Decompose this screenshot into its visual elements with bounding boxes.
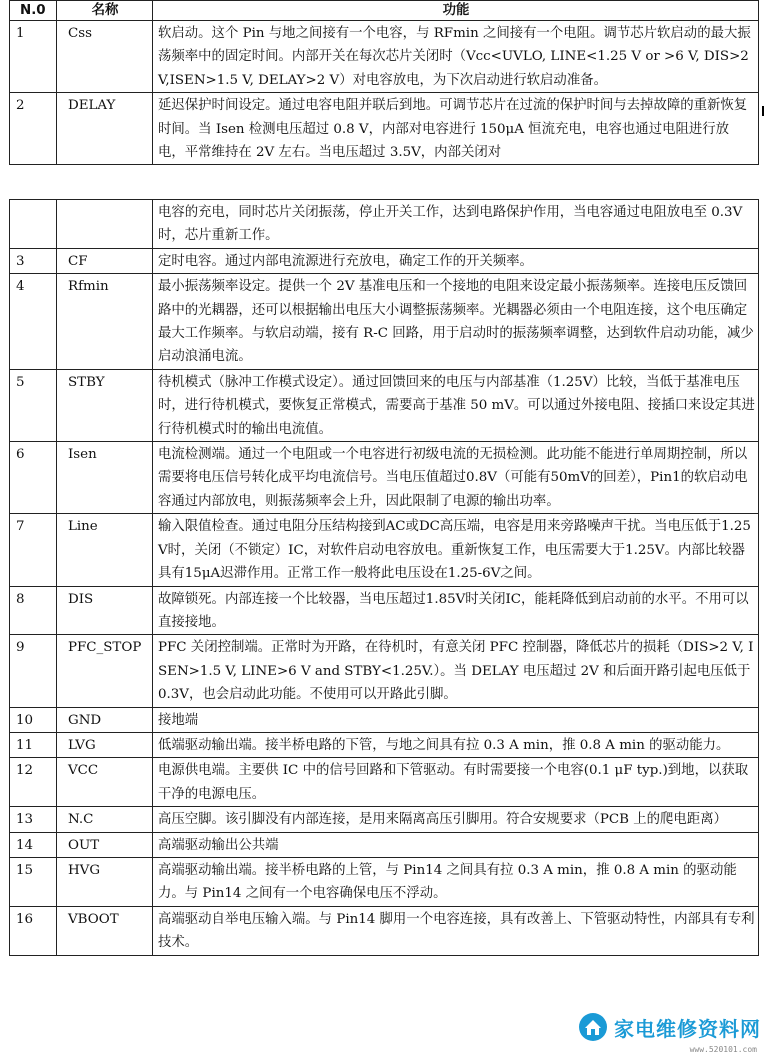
pin-function: 软启动。这个 Pin 与地之间接有一个电容，与 RFmin 之间接有一个电阻。调节芯片软启动的最大振荡频率中的固定时间。内部开关在每次芯片关闭时（Vcc<UVLO, LINE<1.25 V or >6 V, DIS>2 V,ISEN>1.5 V, DELAY>2 V）对电容放电，为下次启动进行软启动准备。 xyxy=(153,21,759,93)
pin-function: 接地端 xyxy=(153,707,759,732)
pin-function: 故障锁死。内部连接一个比较器，当电压超过1.85V时关闭IC，能耗降低到启动前的水平。不用可以直接接地。 xyxy=(153,586,759,635)
pin-function: 最小振荡频率设定。提供一个 2V 基准电压和一个接地的电阻来设定最小振荡频率。连接电压反馈回路中的光耦器，还可以根据输出电压大小调整振荡频率。光耦器必须由一个电阻连接，这个电压确定最大工作频率。与软启动端，接有 R-C 回路，用于启动时的振荡频率调整，达到软件启动功能，减少启动浪涌电流。 xyxy=(153,274,759,370)
pin-function: 高压空脚。该引脚没有内部连接，是用来隔离高压引脚用。符合安规要求（PCB 上的爬电距离） xyxy=(153,807,759,832)
watermark xyxy=(578,1012,761,1042)
watermark-url: www.520101.com xyxy=(689,1045,757,1054)
pin-number: 15 xyxy=(10,857,57,906)
pin-number: 13 xyxy=(10,807,57,832)
pin-function: 电源供电端。主要供 IC 中的信号回路和下管驱动。有时需要接一个电容(0.1 μF typ.)到地，以获取干净的电源电压。 xyxy=(153,758,759,807)
pin-name: Line xyxy=(57,514,153,586)
pin-table-bottom xyxy=(9,199,759,956)
pin-table-top xyxy=(9,0,759,165)
pin-name xyxy=(57,200,153,249)
pin-function: 待机模式（脉冲工作模式设定）。通过回馈回来的电压与内部基准（1.25V）比较，当低于基准电压时，进行待机模式，要恢复正常模式，需要高于基准 50 mV。可以通过外接电阻、接插口来设定其进行待机模式时的输出电流值。 xyxy=(153,369,759,441)
pin-function: 延迟保护时间设定。通过电容电阻并联后到地。可调节芯片在过流的保护时间与去掉故障的重新恢复时间。当 Isen 检测电压超过 0.8 V，内部对电容进行 150μA 恒流充电，电容也通过电阻进行放电，平常维持在 2V 左右。当电压超过 3.5V，内部关闭对 xyxy=(153,93,759,165)
pin-function: 定时电容。通过内部电流源进行充放电，确定工作的开关频率。 xyxy=(153,248,759,273)
table-row xyxy=(10,832,759,857)
pin-number: 9 xyxy=(10,635,57,707)
pin-name: GND xyxy=(57,707,153,732)
pin-name: DIS xyxy=(57,586,153,635)
table-row xyxy=(10,93,759,165)
table-row xyxy=(10,21,759,93)
table-row xyxy=(10,707,759,732)
pin-name: VBOOT xyxy=(57,906,153,955)
pin-function: 高端驱动自举电压输入端。与 Pin14 脚用一个电容连接，具有改善上、下管驱动特性，内部具有专利技术。 xyxy=(153,906,759,955)
table-row xyxy=(10,758,759,807)
pin-name: OUT xyxy=(57,832,153,857)
pin-function: PFC 关闭控制端。正常时为开路，在待机时，有意关闭 PFC 控制器，降低芯片的损耗（DIS>2 V, ISEN>1.5 V, LINE>6 V and STBY<1.25V.）。当 DELAY 电压超过 2V 和后面开路引起电压低于 0.3V，也会启动此功能。不使用可以开路此引脚。 xyxy=(153,635,759,707)
pin-name: HVG xyxy=(57,857,153,906)
pin-name: DELAY xyxy=(57,93,153,165)
pin-number: 7 xyxy=(10,514,57,586)
pin-name: Css xyxy=(57,21,153,93)
pin-name: Rfmin xyxy=(57,274,153,370)
pin-number: 1 xyxy=(10,21,57,93)
pin-number: 11 xyxy=(10,732,57,757)
table-row xyxy=(10,514,759,586)
table-row xyxy=(10,857,759,906)
table-row xyxy=(10,807,759,832)
header-no: N.0 xyxy=(10,1,57,21)
table-row xyxy=(10,906,759,955)
pin-number: 12 xyxy=(10,758,57,807)
pin-number: 5 xyxy=(10,369,57,441)
table-row xyxy=(10,248,759,273)
pin-number: 4 xyxy=(10,274,57,370)
pin-name: PFC_STOP xyxy=(57,635,153,707)
pin-function: 电容的充电，同时芯片关闭振荡，停止开关工作，达到电路保护作用，当电容通过电阻放电至 0.3V 时，芯片重新工作。 xyxy=(153,200,759,249)
table-row xyxy=(10,635,759,707)
pin-name: Isen xyxy=(57,442,153,514)
pin-name: LVG xyxy=(57,732,153,757)
pin-function: 电流检测端。通过一个电阻或一个电容进行初级电流的无损检测。此功能不能进行单周期控制，所以需要将电压信号转化成平均电流信号。当电压值超过0.8V（可能有50mV的回差），Pin1的软启动电容通过内部放电，则振荡频率会上升，因此限制了电源的输出功率。 xyxy=(153,442,759,514)
pin-function: 低端驱动输出端。接半桥电路的下管，与地之间具有拉 0.3 A min，推 0.8 A min 的驱动能力。 xyxy=(153,732,759,757)
header-name: 名称 xyxy=(57,1,153,21)
table-row xyxy=(10,274,759,370)
table-row xyxy=(10,732,759,757)
pin-function: 高端驱动输出端。接半桥电路的上管，与 Pin14 之间具有拉 0.3 A min，推 0.8 A min 的驱动能力。与 Pin14 之间有一个电容确保电压不浮动。 xyxy=(153,857,759,906)
table-row xyxy=(10,200,759,249)
pin-function: 高端驱动输出公共端 xyxy=(153,832,759,857)
pin-number: 8 xyxy=(10,586,57,635)
pin-number: 14 xyxy=(10,832,57,857)
house-logo-icon xyxy=(578,1012,608,1042)
pin-name: CF xyxy=(57,248,153,273)
pin-number: 10 xyxy=(10,707,57,732)
table-row xyxy=(10,442,759,514)
pin-number: 3 xyxy=(10,248,57,273)
pin-number xyxy=(10,200,57,249)
margin-mark xyxy=(762,106,764,116)
table-row xyxy=(10,369,759,441)
pin-number: 16 xyxy=(10,906,57,955)
pin-name: N.C xyxy=(57,807,153,832)
pin-number: 6 xyxy=(10,442,57,514)
pin-name: STBY xyxy=(57,369,153,441)
pin-function: 输入限值检查。通过电阻分压结构接到AC或DC高压端，电容是用来旁路噪声干扰。当电压低于1.25V时，关闭（不锁定）IC，对软件启动电容放电。重新恢复工作，电压需要大于1.25V。内部比较器具有15μA迟滞作用。正常工作一般将此电压设在1.25-6V之间。 xyxy=(153,514,759,586)
pin-name: VCC xyxy=(57,758,153,807)
watermark-text: 家电维修资料网 xyxy=(614,1016,761,1041)
header-function: 功能 xyxy=(153,1,759,21)
table-header-row xyxy=(10,1,759,21)
pin-number: 2 xyxy=(10,93,57,165)
table-row xyxy=(10,586,759,635)
